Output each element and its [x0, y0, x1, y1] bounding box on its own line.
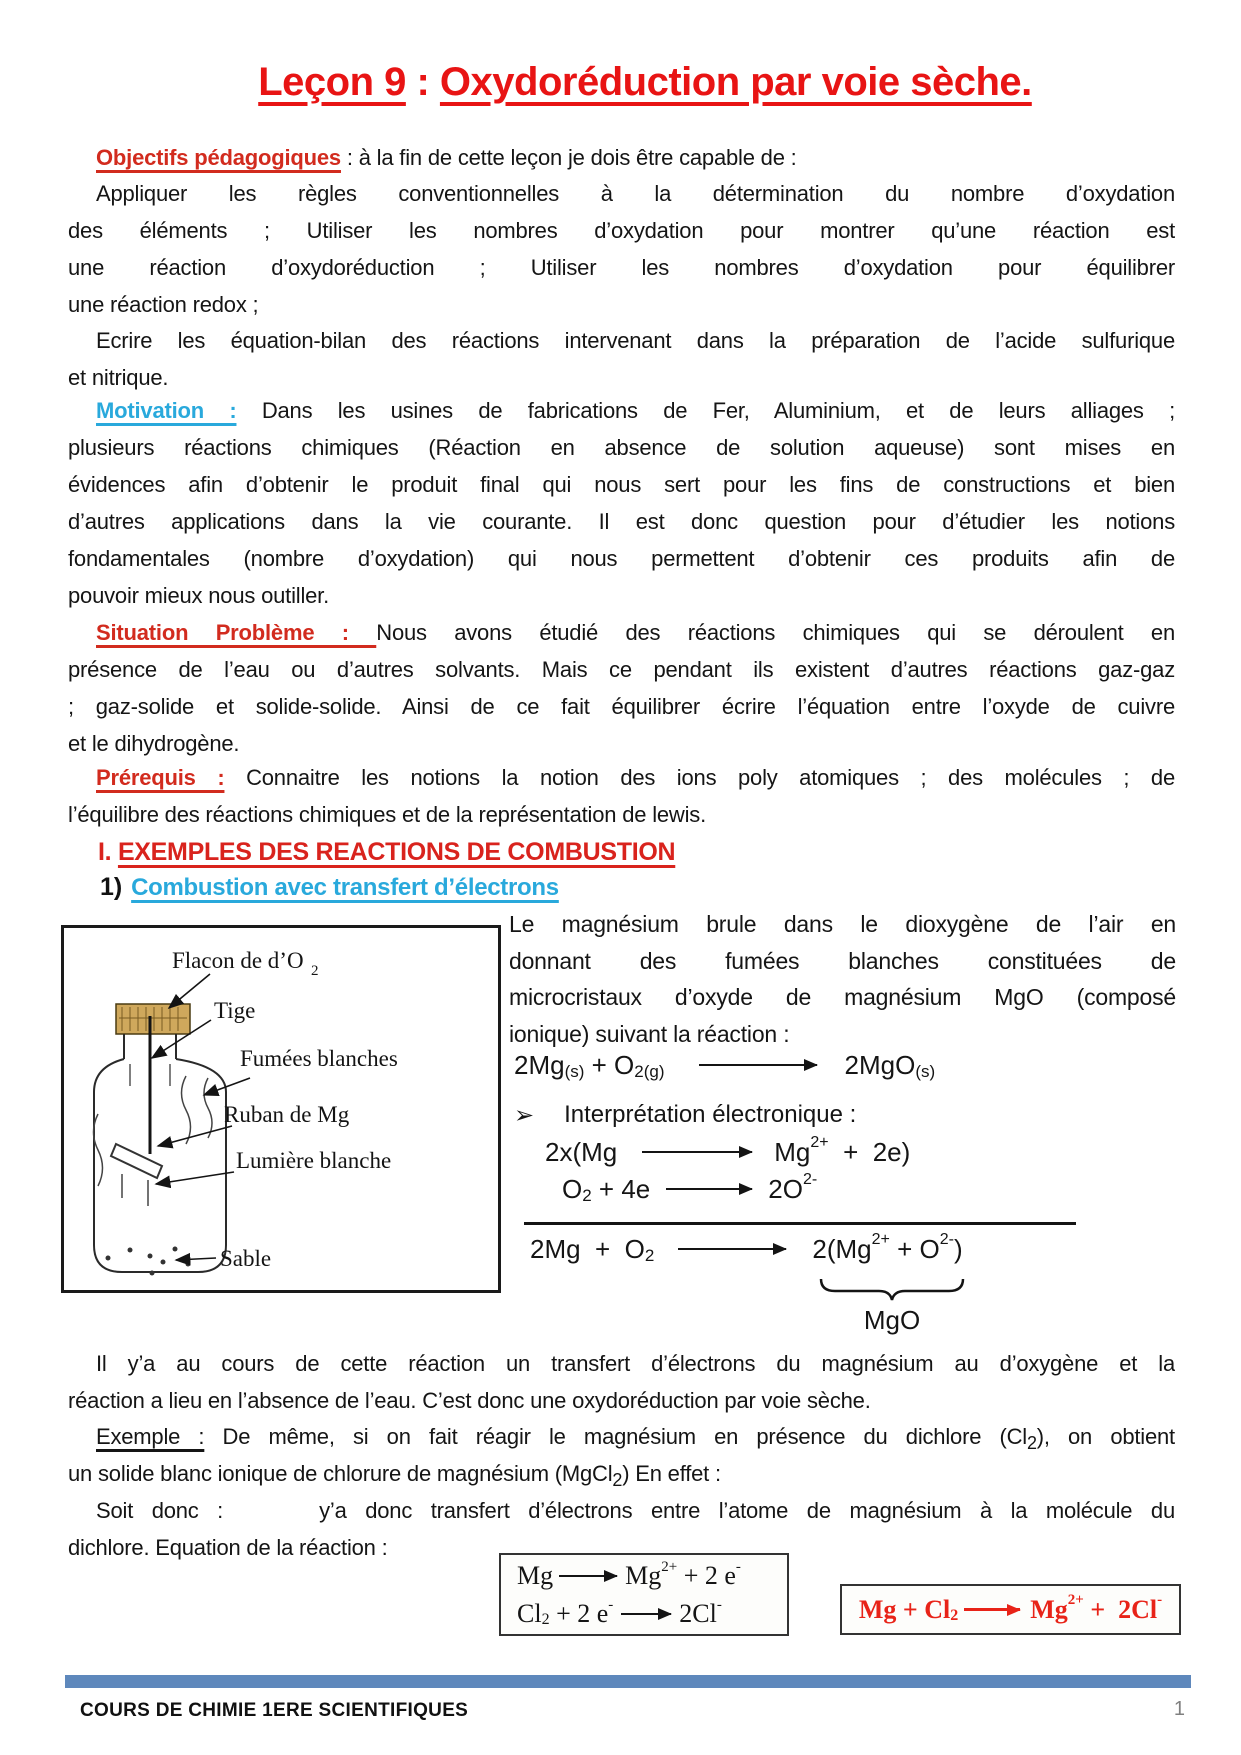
eq-term: Mg — [517, 1561, 554, 1590]
paragraph-line: donnant des fumées blanches constituées de — [509, 947, 1176, 974]
figure-box — [61, 925, 501, 1293]
paragraph-line: des éléments ; Utiliser les nombres d’oxydation pour montrer qu’une réaction est — [68, 218, 1175, 243]
eq-subscript: 2 — [644, 1246, 655, 1265]
eq-term: Cl — [517, 1599, 542, 1628]
figure-label-ruban: Ruban de Mg — [224, 1102, 350, 1127]
eq-term: ) — [953, 1233, 963, 1264]
eq-subscript: 2 — [541, 1611, 550, 1628]
reaction-arrow — [699, 1064, 817, 1067]
paragraph-line: une réaction d’oxydoréduction ; Utiliser les nombres d’oxydation pour équilibrer — [68, 255, 1175, 280]
objectifs-rest: : à la fin de cette leçon je dois être capable de : — [340, 145, 797, 170]
exemple-text: De même, si on fait réagir le magnésium en présence du dichlore (Cl — [204, 1424, 1027, 1449]
paragraph-line: dichlore. Equation de la réaction : — [68, 1535, 388, 1560]
eq-superscript: - — [716, 1596, 722, 1613]
reaction-arrow — [559, 1575, 617, 1578]
eq-term: 2MgO — [844, 1049, 916, 1080]
eq-superscript: 2+ — [1067, 1592, 1084, 1608]
eq-term: 2Mg — [530, 1233, 581, 1264]
eq-term: + 2Cl — [1083, 1594, 1158, 1624]
equation-oxidation — [545, 1134, 910, 1170]
paragraph-line: pouvoir mieux nous outiller. — [68, 583, 329, 608]
eq-subscript: 2 — [950, 1606, 959, 1624]
paragraph-line — [68, 1492, 1175, 1529]
eq-plus: + — [580, 1233, 625, 1264]
eq-superscript: 2+ — [661, 1558, 678, 1575]
reaction-arrow — [642, 1151, 752, 1154]
prerequis-rest: Connaitre les notions la notion des ions poly atomiques ; des molécules ; de — [224, 765, 1175, 790]
arrow-bullet-icon: ➢ — [514, 1101, 535, 1129]
exemple-text: ), on obtient — [1036, 1424, 1175, 1449]
paragraph-motivation — [68, 392, 1175, 614]
paragraph-line: microcristaux d’oxyde de magnésium MgO (composé — [509, 984, 1176, 1010]
paragraph-line: l’équilibre des réactions chimiques et de la représentation de lewis. — [68, 802, 707, 827]
paragraph-situation — [68, 614, 1175, 762]
situation-rest: Nous avons étudié des réactions chimiques qui se déroulent en — [376, 620, 1175, 645]
eq-subscript: 2(g) — [634, 1062, 665, 1081]
paragraph-line: d’autres applications dans la vie courante. Il est donc question pour d’étudier les notions — [68, 509, 1175, 534]
eq-term: + 4e — [591, 1173, 651, 1204]
equation-mg-oxidation — [517, 1557, 787, 1595]
figure-label-flacon: Flacon de d’O — [172, 948, 304, 973]
equation-bilan — [530, 1231, 963, 1267]
paragraph-line: ionique) suivant la réaction : — [509, 1020, 790, 1047]
figure-label-sable: Sable — [220, 1246, 272, 1271]
exemple-label: Exemple : — [96, 1424, 205, 1449]
paragraph-line: et le dihydrogène. — [68, 731, 240, 756]
eq-subscript: (s) — [564, 1062, 585, 1081]
eq-superscript: 2- — [802, 1171, 818, 1188]
title-lesson-number: Leçon 9 — [258, 60, 406, 104]
eq-term: Mg — [625, 1561, 662, 1590]
eq-superscript: 2+ — [810, 1134, 829, 1151]
eq-term: 2O — [768, 1173, 803, 1204]
title-text: Oxydoréduction par voie sèche. — [439, 60, 1032, 104]
paragraph-line: réaction a lieu en l’absence de l’eau. C’est donc une oxydoréduction par voie sèche. — [68, 1388, 871, 1413]
eq-term: + 2 e — [549, 1599, 609, 1628]
paragraph-line — [68, 759, 1175, 796]
paragraph-transfert — [68, 1345, 1175, 1419]
subsection-heading — [100, 873, 559, 902]
figure-label-fumees: Fumées blanches — [240, 1046, 398, 1071]
sum-rule-line — [524, 1222, 1076, 1225]
eq-term: 2x(Mg — [545, 1136, 618, 1167]
paragraph-line: plusieurs réactions chimiques (Réaction en absence de solution aqueuse) sont mises en — [68, 435, 1175, 460]
eq-term: Mg — [1030, 1594, 1068, 1624]
equation-reduction — [562, 1171, 817, 1207]
paragraph-line: Le magnésium brule dans le dioxygène de l’air en — [509, 911, 1176, 937]
paragraph-exemple — [68, 1418, 1175, 1492]
underbrace — [816, 1277, 968, 1303]
motivation-label: Motivation : — [96, 398, 237, 423]
paragraph-line: ; gaz-solide et solide-solide. Ainsi de ce fait équilibrer écrire l’équation entre l’oxyde de cuivre — [68, 694, 1175, 719]
soit-text: y’a donc transfert d’électrons entre l’atome de magnésium à la molécule du — [319, 1498, 1175, 1523]
paragraph-appliquer — [68, 175, 1175, 323]
footer-course-label: COURS DE CHIMIE 1ERE SCIENTIFIQUES — [80, 1700, 469, 1721]
eq-plus: + — [828, 1136, 873, 1167]
paragraph-line: une réaction redox ; — [68, 292, 259, 317]
eq-subscript: 2 — [1026, 1433, 1037, 1453]
paragraph-ecrire — [68, 322, 1175, 396]
paragraph-line — [68, 392, 1175, 429]
figure-label-flacon-sub: 2 — [311, 963, 319, 979]
footer-divider-bar — [65, 1675, 1191, 1688]
paragraph-prerequis — [68, 759, 1175, 833]
paragraph-line — [68, 614, 1175, 651]
paragraph-line — [68, 1418, 1175, 1455]
interpretation-line — [514, 1097, 856, 1133]
cork — [116, 1004, 190, 1034]
exemple-text: ) En effet : — [622, 1461, 721, 1486]
global-equation-box — [840, 1584, 1181, 1635]
paragraph-line: évidences afin d’obtenir le produit final qui nous sert pour les fins de constructions et bien — [68, 472, 1175, 497]
figure-label-lumiere: Lumière blanche — [236, 1148, 392, 1173]
paragraph-line: présence de l’eau ou d’autres solvants. Mais ce pendant ils existent d’autres réactions gaz-gaz — [68, 657, 1175, 682]
reaction-arrow — [666, 1188, 752, 1191]
eq-plus: + — [584, 1049, 615, 1080]
exemple-text: un solide blanc ionique de chlorure de magnésium (MgCl — [68, 1461, 613, 1486]
page-title — [90, 60, 1200, 105]
situation-label: Situation Problème : — [96, 620, 377, 645]
eq-subscript: 2 — [612, 1470, 623, 1490]
eq-subscript: 2 — [582, 1186, 592, 1205]
subsection-number: 1) — [100, 873, 123, 901]
equation-mg-cl2 — [859, 1591, 1162, 1629]
half-equations-box — [499, 1553, 789, 1636]
eq-term: + O — [889, 1233, 940, 1264]
eq-superscript: 2+ — [871, 1231, 890, 1248]
eq-term: Mg — [774, 1136, 811, 1167]
section-heading-text: EXEMPLES DES REACTIONS DE COMBUSTION — [117, 838, 676, 866]
eq-term: + 2 e — [677, 1561, 736, 1590]
interpretation-title: Interprétation électronique : — [564, 1101, 857, 1128]
equation-combustion — [514, 1047, 935, 1083]
mg-ribbon — [111, 1144, 162, 1178]
reaction-arrow — [621, 1613, 671, 1616]
objectifs-label: Objectifs pédagogiques — [96, 145, 341, 170]
eq-term: O — [624, 1233, 645, 1264]
equation-cl-reduction — [517, 1595, 787, 1633]
prerequis-label: Prérequis : — [96, 765, 225, 790]
eq-term: O — [614, 1049, 635, 1080]
section-number: I. — [98, 838, 118, 866]
paragraph-line — [68, 1455, 1175, 1492]
eq-superscript: - — [608, 1596, 614, 1613]
page-number: 1 — [1173, 1698, 1185, 1720]
figure-label-tige: Tige — [214, 998, 256, 1023]
paragraph-line: et nitrique. — [68, 365, 169, 390]
subsection-heading-text: Combustion avec transfert d’électrons — [131, 874, 559, 901]
eq-term: 2(Mg — [812, 1233, 872, 1264]
eq-term: 2Mg — [514, 1049, 565, 1080]
motivation-rest: Dans les usines de fabrications de Fer, Aluminium, et de leurs alliages ; — [236, 398, 1175, 423]
eq-term: Mg + Cl — [858, 1594, 951, 1624]
paragraph-line: Appliquer les règles conventionnelles à la détermination du nombre d’oxydation — [96, 181, 1175, 206]
eq-superscript: - — [1157, 1592, 1163, 1608]
eq-superscript: - — [735, 1558, 741, 1575]
smoke-lines — [94, 1076, 213, 1206]
eq-subscript: (s) — [915, 1062, 936, 1081]
mgo-label: MgO — [863, 1305, 921, 1335]
paragraph-line: Il y’a au cours de cette réaction un transfert d’électrons du magnésium au d’oxygène et la — [96, 1351, 1175, 1376]
reaction-arrow — [964, 1608, 1020, 1611]
section-heading-combustion — [98, 838, 675, 867]
title-separator: : — [405, 60, 440, 104]
eq-superscript: 2- — [939, 1231, 954, 1248]
eq-term: 2e) — [872, 1136, 911, 1167]
flask-diagram — [64, 928, 498, 1290]
paragraph-line: Ecrire les équation-bilan des réactions intervenant dans la préparation de l’acide sulfurique — [96, 328, 1175, 353]
eq-term: 2Cl — [679, 1599, 717, 1628]
soit-label: Soit donc : — [96, 1498, 224, 1523]
eq-term: O — [562, 1173, 583, 1204]
magnesium-paragraph — [509, 906, 1176, 1052]
reaction-arrow — [678, 1248, 786, 1251]
objectifs-line — [68, 139, 1175, 176]
paragraph-line: fondamentales (nombre d’oxydation) qui nous permettent d’obtenir ces produits afin de — [68, 546, 1175, 571]
